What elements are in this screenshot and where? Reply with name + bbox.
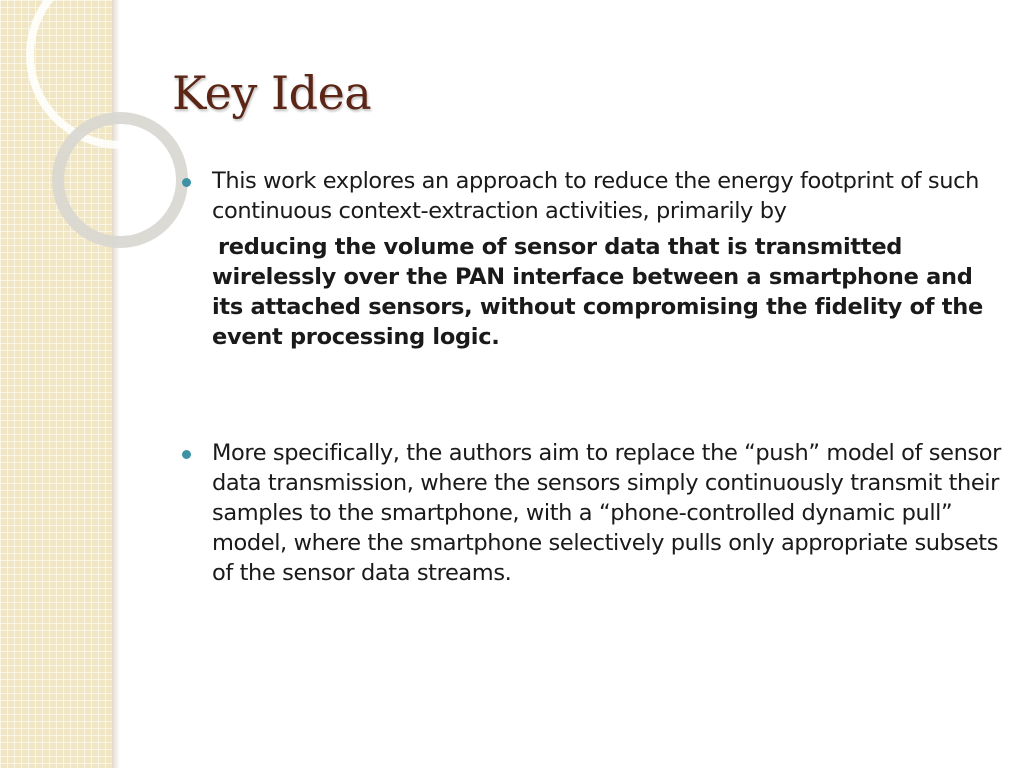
decorative-ring-bottom <box>58 118 182 242</box>
slide-title: Key Idea <box>172 66 372 120</box>
sub-point-text: reducing the volume of sensor data that is transmitted wirelessly over the PAN interface between a smartphone and its attached sensors, without compromising the fidelity of the event processing logic. <box>212 234 983 350</box>
slide-content <box>178 166 1008 588</box>
bullet-dot-icon <box>182 178 191 187</box>
bullet-text: More specifically, the authors aim to replace the “push” model of sensor data transmission, where the sensors simply continuously transmit their samples to the smartphone, with a “phone-controlled dynamic pull” model, where the smartphone selectively pulls only appropriate subsets of the sensor data streams. <box>212 440 1001 586</box>
bullet-item-1 <box>178 166 1008 226</box>
bullet-item-2 <box>178 438 1008 588</box>
bullet-dot-icon <box>182 450 191 459</box>
bullet-text: This work explores an approach to reduce the energy footprint of such continuous context-extraction activities, primarily by <box>212 168 979 224</box>
sub-point <box>178 232 1008 352</box>
